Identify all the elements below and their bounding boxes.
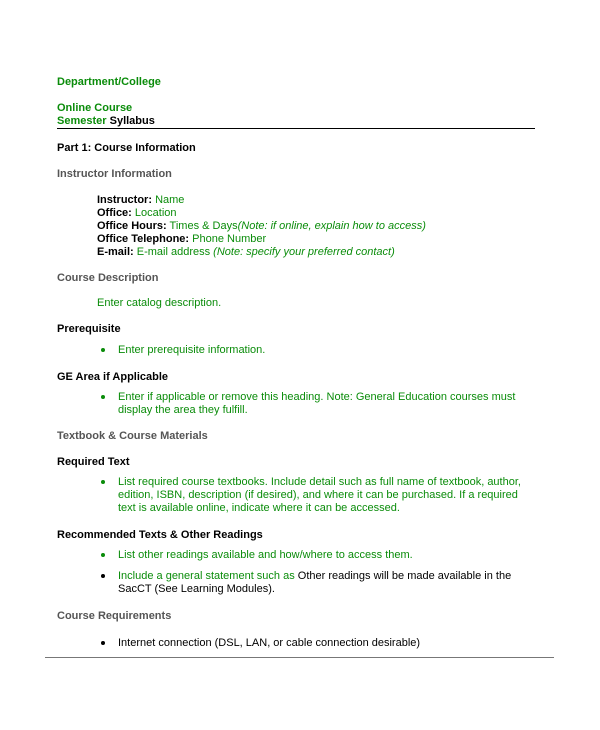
course-requirements-heading: Course Requirements [57, 610, 172, 622]
email-value: E-mail address [136, 246, 211, 258]
required-text-bullet-text: List required course textbooks. Include detail such as full name of textbook, author, edition, ISBN, description (if desired), and where it can be purchased. If a required text is available online, indicate where it can be accessed. [118, 476, 521, 514]
recommended-bullet-2-green: Include a general statement such as [118, 570, 298, 582]
instructor-info-heading: Instructor Information [57, 168, 172, 180]
office-hours-note: (Note: if online, explain how to access) [237, 220, 426, 232]
required-text-heading: Required Text [57, 456, 130, 468]
part1-title: Part 1: Course Information [57, 142, 196, 154]
bullet-icon [101, 395, 105, 399]
office-telephone-label: Office Telephone: [97, 233, 190, 245]
department-heading: Department/College [57, 76, 161, 88]
course-description-heading: Course Description [57, 272, 159, 284]
email-row [97, 246, 395, 258]
recommended-bullet-2-text [118, 570, 528, 596]
ge-area-heading: GE Area if Applicable [57, 371, 169, 383]
prerequisite-heading: Prerequisite [57, 323, 121, 335]
textbook-heading: Textbook & Course Materials [57, 430, 208, 442]
semester-syllabus [57, 115, 155, 127]
recommended-bullet-2-black: Other readings will be made available in the SacCT (See Learning Modules). [118, 570, 512, 595]
bullet-icon [101, 641, 105, 645]
recommended-heading: Recommended Texts & Other Readings [57, 529, 263, 541]
office-row [97, 207, 177, 219]
office-telephone-row [97, 233, 266, 245]
instructor-label: Instructor: [97, 194, 152, 206]
syllabus-word: Syllabus [109, 115, 155, 127]
office-hours-value: Times & Days [169, 220, 238, 232]
email-label: E-mail: [97, 246, 134, 258]
ge-area-bullet-text: Enter if applicable or remove this heading. Note: General Education courses must display the area they fulfill. [118, 391, 516, 416]
instructor-row [97, 194, 184, 206]
course-requirements-bullet-text: Internet connection (DSL, LAN, or cable connection desirable) [118, 637, 421, 649]
email-note: (Note: specify your preferred contact) [213, 246, 395, 258]
office-value: Location [134, 207, 177, 219]
course-type: Online Course [57, 102, 133, 114]
semester-word: Semester [57, 115, 107, 127]
office-label: Office: [97, 207, 132, 219]
instructor-value: Name [155, 194, 185, 206]
office-hours-row [97, 220, 426, 232]
bullet-icon [101, 348, 105, 352]
office-telephone-value: Phone Number [192, 233, 267, 245]
header-divider [57, 128, 535, 129]
bullet-icon [101, 480, 105, 484]
recommended-bullet-1-text: List other readings available and how/where to access them. [118, 549, 413, 561]
course-description-text: Enter catalog description. [97, 297, 222, 309]
footer-divider [45, 657, 554, 658]
office-hours-label: Office Hours: [97, 220, 167, 232]
prerequisite-bullet-text: Enter prerequisite information. [118, 344, 266, 356]
bullet-icon [101, 553, 105, 557]
bullet-icon [101, 574, 105, 578]
